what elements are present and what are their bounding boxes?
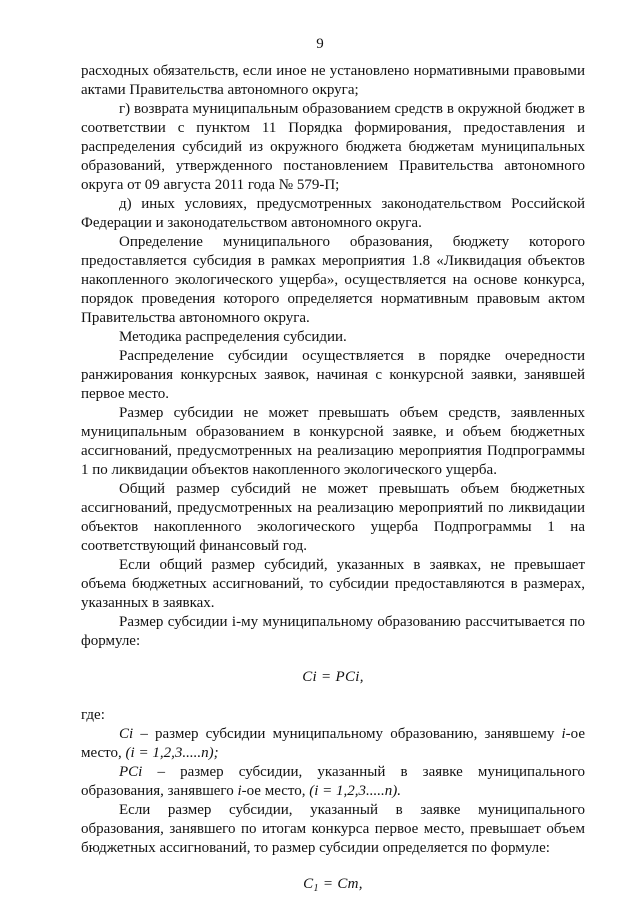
paragraph-methodology-heading: Методика распределения субсидии. — [119, 329, 347, 345]
paragraph-expenditure-obligations: расходных обязательств, если иное не установлено нормативными правовыми актами Правительства автономного округа; — [81, 63, 585, 98]
symbol-i: i — [237, 783, 242, 799]
symbol-pci: PCi — [119, 764, 143, 780]
formula-subscript: 1 — [313, 883, 319, 894]
formula-rest: = Cm, — [318, 876, 363, 892]
definition-pci-text: – размер субсидии, указанный в заявке муниципального образования, занявшего — [81, 764, 585, 799]
paragraph-subsidy-limit: Размер субсидии не может превышать объем средств, заявленных муниципальным образованием в конкурсной заявке, и объем бюджетных ассигнований, предусмотренных на реализацию мероприятия Подпрограммы 1 по ликвидации объектов накопленного экологического ущерба. — [81, 405, 585, 478]
definition-ci-text: – размер субсидии муниципальному образованию, занявшему — [133, 726, 562, 742]
symbol-ci: Ci — [119, 726, 134, 742]
paragraph-item-g: г) возврата муниципальным образованием средств в окружной бюджет в соответствии с пунктом 11 Порядка формирования, предоставления и распределения субсидий из окружного бюджета бюджетам муниципальных образований, утвержденного постановлением Правительства автономного округа от 09 августа 2011 года № 579-П; — [81, 101, 585, 193]
definition-pci — [81, 763, 585, 801]
paragraph-total-limit: Общий размер субсидий не может превышать объем бюджетных ассигнований, предусмотренных на реализацию мероприятий по ликвидации объектов накопленного экологического ущерба Подпрограммы 1 на соответствующий финансовый год. — [81, 481, 585, 554]
definition-ci — [81, 725, 585, 763]
paragraph-applications-within-budget: Если общий размер субсидий, указанных в заявках, не превышает объема бюджетных ассигнований, то субсидии предоставляются в размерах, указанных в заявках. — [81, 557, 585, 611]
formula-c: C — [303, 876, 314, 892]
page-number: 9 — [316, 36, 324, 52]
definition-ci-text-2: -ое место, — [81, 726, 585, 761]
symbol-i: i — [561, 726, 566, 742]
paragraph-distribution-order: Распределение субсидии осуществляется в порядке очередности ранжирования конкурсных заявок, начиная с конкурсной заявки, занявшей первое место. — [81, 348, 585, 402]
formula-c1-equals-cm — [81, 875, 585, 898]
index-range: (i = 1,2,3.....n); — [125, 745, 219, 761]
definition-pci-text-2: -ое место, — [241, 783, 310, 799]
paragraph-first-place-exceeds: Если размер субсидии, указанный в заявке муниципального образования, занявшего по итогам конкурса первое место, превышает объем бюджетных ассигнований, то размер субсидии определяется по формуле: — [81, 802, 585, 856]
paragraph-formula-intro: Размер субсидии i-му муниципальному образованию рассчитывается по формуле: — [81, 614, 585, 649]
paragraph-item-d: д) иных условиях, предусмотренных законодательством Российской Федерации и законодательством автономного округа. — [81, 196, 585, 231]
where-label: где: — [81, 707, 105, 723]
index-range: (i = 1,2,3.....n). — [309, 783, 402, 799]
formula-ci-equals-pci: Ci = PCi, — [302, 669, 364, 685]
paragraph-competition: Определение муниципального образования, бюджету которого предоставляется субсидия в рамках мероприятия 1.8 «Ликвидация объектов накопленного экологического ущерба», осуществляется на основе конкурса, порядок проведения которого определяется нормативным правовым актом Правительства автономного округа. — [81, 234, 585, 326]
document-body — [81, 62, 585, 917]
